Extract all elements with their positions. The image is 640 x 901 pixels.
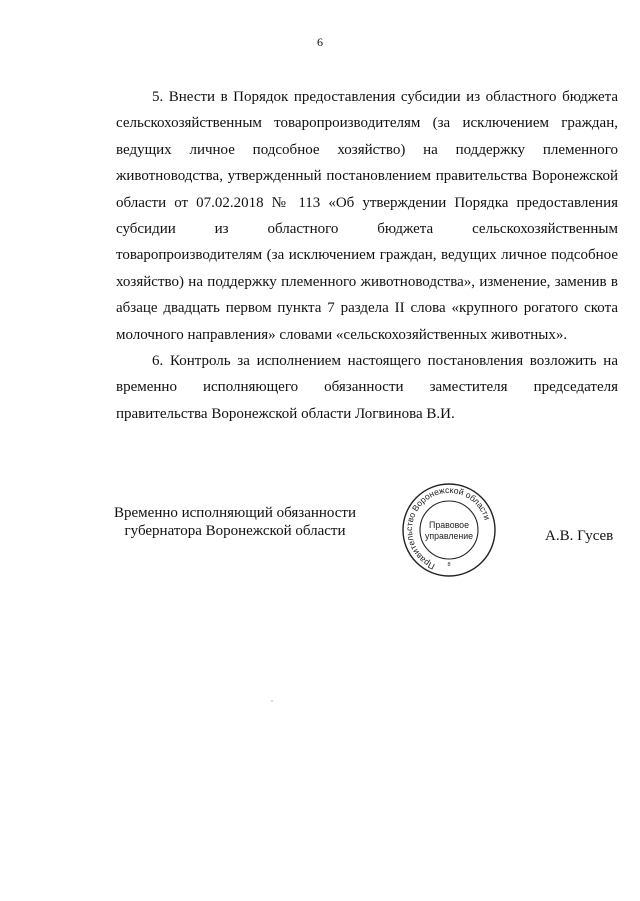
paragraph-5: 5. Внести в Порядок предоставления субсидии из областного бюджета сельскохозяйственным товаропроизводителям (за исключением граждан, ведущих личное подсобное хозяйство) на поддержку племенного животноводства, утвержденный постановлением правительства Воронежской области от 07.02.2018 № 113 «Об утверждении Порядка предоставления субсидии из областного бюджета сельскохозяйственным товаропроизводителям (за исключением граждан, ведущих личное подсобное хозяйство) на поддержку племенного животноводства», изменение, заменив в абзаце двадцать первом пункта 7 раздела II слова «крупного рогатого скота молочного направления» словами «сельскохозяйственных животных». xyxy=(116,89,618,343)
stamp-ring-text: Правительство Воронежской области xyxy=(403,484,493,572)
signatory-position-line1: Временно исполняющий обязанности xyxy=(114,505,357,521)
seal-stamp xyxy=(401,482,497,578)
stamp-number: 8 xyxy=(447,562,451,568)
paragraph-6: 6. Контроль за исполнением настоящего постановления возложить на временно исполняющего обязанности заместителя председателя правительства Воронежской области Логвинова В.И. xyxy=(116,353,618,422)
stamp-center-line1: Правовое xyxy=(429,520,469,530)
signatory-name: А.В. Гусев xyxy=(545,528,614,544)
signatory-position-line2: губернатора Воронежской области xyxy=(124,523,346,539)
stamp-center-line2: управление xyxy=(424,531,474,541)
page-number: 6 xyxy=(317,35,323,49)
signatory-position xyxy=(114,504,356,540)
scan-speck xyxy=(271,700,273,702)
document-body xyxy=(116,84,618,427)
